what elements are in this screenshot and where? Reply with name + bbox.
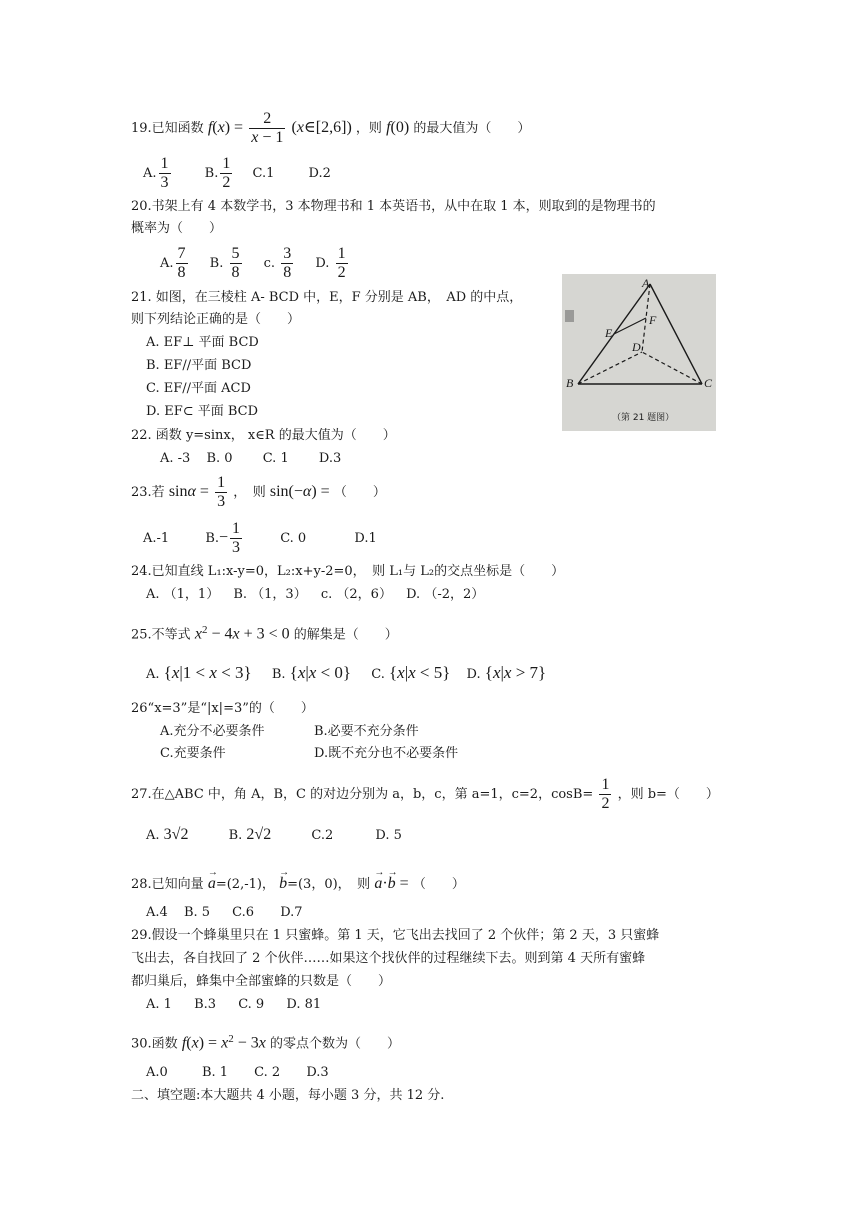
- option-c: C. EF//平面 ACD: [146, 381, 251, 396]
- option-a: A. -3: [160, 451, 191, 466]
- question-30-options: [146, 1064, 329, 1082]
- option-a: A. {x|1 < x < 3}: [146, 663, 252, 682]
- option-c: C. 1: [262, 451, 289, 466]
- question-25-options: [146, 664, 546, 684]
- question-20-line2: 概率为（ ）: [131, 221, 223, 236]
- option-c: C.1: [252, 166, 275, 181]
- option-d: D.既不充分也不必要条件: [314, 746, 459, 761]
- option-b: B.− $\frac{1}{3}$: [205, 520, 241, 556]
- option-a: A. （1，1）: [146, 587, 220, 602]
- question-22-options: [160, 450, 341, 468]
- question-23-stem: 23.若 sinα = $\frac{1}{3}$ ， 则 sin(−α) = （ ）: [131, 474, 386, 510]
- option-b: B.3: [194, 997, 217, 1012]
- option-d: D. $\frac{1}{2}$: [315, 245, 346, 281]
- option-d: D. 81: [286, 997, 322, 1012]
- question-20-options: [160, 245, 350, 282]
- option-c: C. 9: [238, 997, 265, 1012]
- option-a: A. $\frac{1}{3}$: [143, 155, 169, 191]
- label-d: D: [632, 340, 641, 354]
- option-b: B. 2√2: [228, 826, 272, 843]
- option-b: B. 5: [183, 905, 211, 920]
- label-e: E: [605, 326, 613, 340]
- option-a: A. EF⊥ 平面 BCD: [146, 335, 259, 350]
- question-21-line2: 则下列结论正确的是（ ）: [131, 312, 301, 327]
- option-d: D.1: [354, 531, 377, 546]
- section-heading: 二、填空题:本大题共 4 小题，每小题 3 分，共 12 分.: [131, 1088, 445, 1103]
- option-a: A. 1: [146, 997, 172, 1012]
- question-29-line2: 飞出去，各自找回了 2 个伙伴……如果这个找伙伴的过程继续下去。则到第 4 天所有蜜蜂: [131, 951, 646, 966]
- question-19-options: [143, 155, 331, 192]
- label-c: C: [704, 376, 713, 390]
- question-19-stem: 19.已知函数 f(x) = $\frac{2}{x - 1}$ (x∈[2,6]) ，则 f(0) 的最大值为（ ）: [131, 110, 531, 146]
- label-a: A: [642, 276, 650, 290]
- question-25-stem: 25.不等式 $x^2 - 4x + 3 < 0$ 的解集是（ ）: [131, 624, 398, 643]
- option-b: B. 0: [206, 451, 233, 466]
- option-c: C. {x|x < 5}: [371, 663, 451, 682]
- question-28-stem: 28.已知向量 → a=(2,-1)， → b=(3，0)， 则 → a·→ b = （ ）: [131, 875, 465, 894]
- label-f: F: [649, 313, 657, 327]
- question-30-stem: 30.函数 $f(x) = x^2 - 3x$ 的零点个数为（ ）: [131, 1033, 400, 1052]
- question-28-options: [146, 904, 303, 922]
- option-d: D. （-2，2）: [406, 587, 485, 602]
- option-b: B.必要不充分条件: [314, 724, 419, 739]
- question-24-options: [146, 586, 484, 604]
- option-b: B. 1: [201, 1065, 229, 1080]
- fraction: $\frac{2}{x - 1}$: [251, 110, 284, 146]
- question-29-line1: 29.假设一个蜂巢里只在 1 只蜜蜂。第 1 天，它飞出去找回了 2 个伙伴；第 2 天，3 只蜜蜂: [131, 928, 660, 943]
- option-a: A.4: [146, 905, 168, 920]
- option-b: B. $\frac{5}{8}$: [209, 245, 240, 281]
- option-d: D. 5: [375, 828, 402, 843]
- option-a: A. $\frac{7}{8}$: [160, 245, 186, 281]
- question-27-stem: 27.在△ABC 中，角 A，B，C 的对边分别为 a，b，c，第 a=1，c=2，cosB= $\frac{1}{2}$ ，则 b=（ ）: [131, 776, 719, 812]
- question-27-options: [146, 826, 402, 845]
- question-22-stem: 22. 函数 y=sinx， x∈R 的最大值为（ ）: [131, 428, 396, 443]
- question-20-line1: 20.书架上有 4 本数学书，3 本物理书和 1 本英语书，从中在取 1 本，则取到的是物理书的: [131, 199, 656, 214]
- option-c: C.6: [232, 905, 255, 920]
- option-b: B. EF//平面 BCD: [146, 358, 252, 373]
- option-c: c. $\frac{3}{8}$: [263, 245, 292, 281]
- option-d: D.2: [308, 166, 331, 181]
- label-b: B: [566, 376, 574, 390]
- figure-caption: （第 21 题图）: [612, 413, 675, 423]
- option-a: A.充分不必要条件: [160, 724, 265, 739]
- option-a: A.-1: [143, 531, 170, 546]
- question-29-options: [146, 996, 321, 1014]
- option-d: D.3: [318, 451, 342, 466]
- option-d: D. EF⊂ 平面 BCD: [146, 404, 259, 419]
- question-26-stem: 26“x=3”是“|x|=3”的（ ）: [131, 701, 314, 716]
- question-23-options: [143, 520, 377, 557]
- tetrahedron-figure: [562, 274, 716, 431]
- option-a: A.0: [146, 1065, 168, 1080]
- question-24-stem: 24.已知直线 L₁:x-y=0，L₂:x+y-2=0， 则 L₁与 L₂的交点坐标是（ ）: [131, 564, 565, 579]
- question-29-line3: 都归巢后，蜂集中全部蜜蜂的只数是（ ）: [131, 974, 392, 989]
- option-d: D. {x|x > 7}: [466, 663, 547, 682]
- option-c: C. 2: [254, 1065, 281, 1080]
- option-c: C. 0: [280, 531, 307, 546]
- option-d: D.7: [280, 905, 303, 920]
- option-d: D.3: [306, 1065, 329, 1080]
- option-b: B. $\frac{1}{2}$: [204, 155, 231, 191]
- option-b: B. {x|x < 0}: [271, 663, 352, 682]
- option-c: C.充要条件: [160, 746, 226, 761]
- option-c: c. （2，6）: [320, 587, 392, 602]
- question-21-line1: 21. 如图，在三棱柱 A- BCD 中，E，F 分别是 AB， AD 的中点，: [131, 290, 523, 305]
- option-a: A. 3√2: [146, 826, 189, 843]
- option-c: C.2: [311, 828, 334, 843]
- option-b: B. （1，3）: [233, 587, 307, 602]
